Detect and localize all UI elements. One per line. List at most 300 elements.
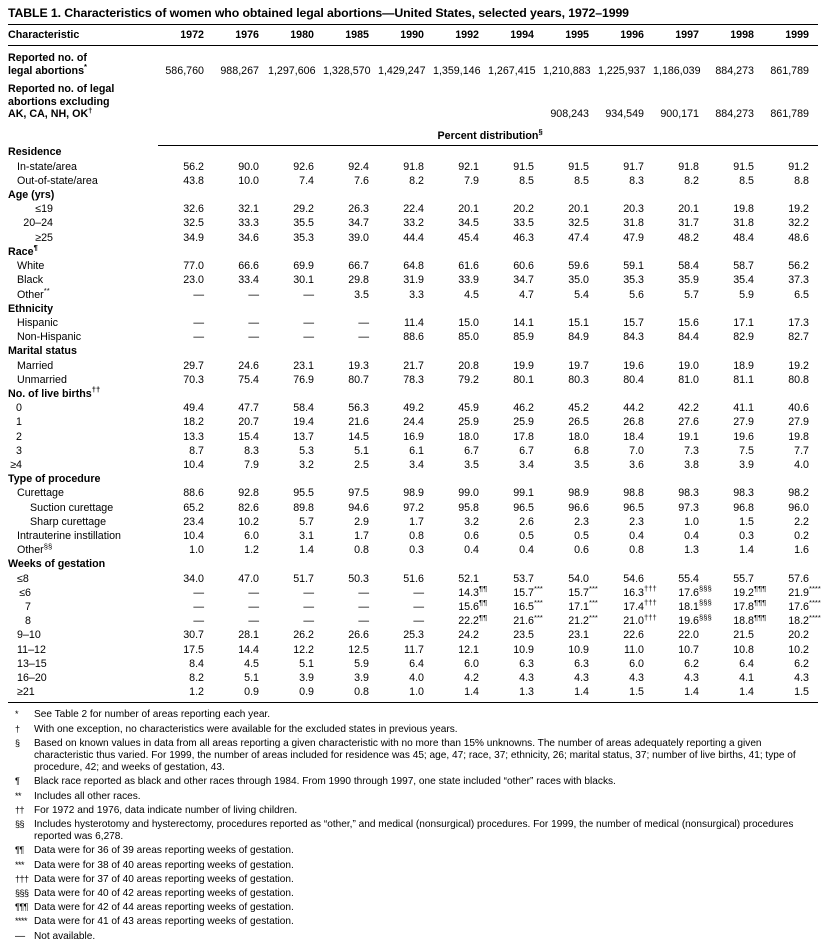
footnote — [8, 874, 818, 886]
cell: 32.5 — [568, 217, 589, 230]
cell: 19.1 — [678, 430, 699, 443]
cell: 15.1 — [568, 316, 589, 329]
cell: 25.9 — [458, 416, 479, 429]
cell — [268, 344, 323, 358]
cell — [433, 83, 488, 126]
data-row — [8, 671, 818, 685]
cell: 91.5 — [733, 160, 754, 173]
cell: 1.0 — [378, 685, 433, 703]
cell: 12.5 — [348, 643, 369, 656]
cell: 31.9 — [403, 274, 424, 287]
cell — [653, 344, 708, 358]
row-label: Race¶ — [8, 243, 38, 258]
cell: 22.0 — [678, 629, 699, 642]
data-row — [8, 572, 818, 586]
row-label: Other§§ — [17, 541, 53, 557]
cell — [213, 188, 268, 202]
footnote-marker: §§§ — [15, 888, 29, 899]
cell — [213, 344, 268, 358]
year-column-header: 1999 — [763, 25, 818, 46]
cell — [268, 188, 323, 202]
cell: 4.5 — [244, 657, 259, 670]
cell: 6.5 — [794, 288, 809, 301]
cell: 900,171 — [660, 108, 699, 121]
cell: 10.9 — [568, 643, 589, 656]
cell: 1,267,415 — [488, 64, 536, 77]
cell — [158, 83, 213, 126]
cell: 2.9 — [354, 515, 369, 528]
cell: 988,267 — [220, 64, 259, 77]
cell — [433, 344, 488, 358]
cell: 53.7 — [513, 572, 534, 585]
cell: 81.0 — [678, 373, 699, 386]
cell — [158, 344, 213, 358]
cell: 6.7 — [464, 444, 479, 457]
cell — [598, 472, 653, 486]
cell: 861,789 — [770, 108, 809, 121]
characteristic-column-header: Characteristic — [8, 25, 158, 46]
cell — [708, 302, 763, 316]
cell — [598, 557, 653, 571]
cell — [323, 387, 378, 401]
cell: 3.5 — [354, 288, 369, 301]
cell — [378, 83, 433, 126]
cell — [213, 302, 268, 316]
cell — [323, 472, 378, 486]
cell: 7.0 — [629, 444, 644, 457]
cell: 11.4 — [403, 316, 424, 329]
footnote — [8, 709, 818, 721]
cell — [158, 188, 213, 202]
data-row — [8, 273, 818, 287]
data-row — [8, 373, 818, 387]
cell: 19.0 — [678, 359, 699, 372]
cell — [213, 472, 268, 486]
cell — [598, 145, 653, 159]
cell: 1,359,146 — [433, 64, 481, 77]
cell: 4.3 — [629, 671, 644, 684]
cell: 6.3 — [519, 657, 534, 670]
cell — [708, 387, 763, 401]
cell: 0.9 — [213, 685, 268, 703]
cell: 31.8 — [733, 217, 754, 230]
cell — [323, 557, 378, 571]
cell: 85.0 — [458, 331, 479, 344]
cell: 0.8 — [409, 529, 424, 542]
data-row — [8, 543, 818, 557]
cell: 89.8 — [293, 501, 314, 514]
cell: 15.4 — [238, 430, 259, 443]
data-row — [8, 401, 818, 415]
cell: 20.1 — [568, 203, 589, 216]
footnote-text: Data were for 41 of 43 areas reporting weeks of gestation. — [34, 916, 294, 928]
data-row — [8, 486, 818, 500]
cell: 95.5 — [293, 487, 314, 500]
cell: 0.4 — [464, 544, 479, 557]
cell: 1.3 — [488, 685, 543, 703]
cell: 6.4 — [739, 657, 754, 670]
year-column-header: 1976 — [213, 25, 268, 46]
cell: 0.8 — [354, 544, 369, 557]
cell: 49.2 — [403, 402, 424, 415]
cell: 48.6 — [788, 231, 809, 244]
cell: 0.4 — [519, 544, 534, 557]
cell: 8.3 — [629, 174, 644, 187]
row-label: Marital status — [8, 345, 77, 358]
cell: 8.7 — [189, 444, 204, 457]
cell — [158, 245, 213, 259]
cell: 34.0 — [183, 572, 204, 585]
cell: 51.7 — [293, 572, 314, 585]
footnote-text: Black race reported as black and other races through 1984. From 1990 through 1997, one state included “other” races with blacks. — [34, 776, 616, 788]
cell: 22.6 — [623, 629, 644, 642]
cell: — — [303, 316, 314, 329]
data-row — [8, 657, 818, 671]
cell: 1.4 — [653, 685, 708, 703]
year-column-header: 1995 — [543, 25, 598, 46]
cell: 10.2 — [788, 643, 809, 656]
data-row — [8, 614, 818, 628]
cell: 1.5 — [763, 685, 818, 703]
cell — [158, 145, 213, 159]
cell — [763, 188, 818, 202]
cell — [543, 557, 598, 571]
cell — [598, 387, 653, 401]
cell — [543, 145, 598, 159]
cell — [763, 344, 818, 358]
row-label: 0 — [16, 402, 22, 415]
cell: 13.7 — [293, 430, 314, 443]
cell: 82.6 — [238, 501, 259, 514]
cell: 50.3 — [348, 572, 369, 585]
row-label: Weeks of gestation — [8, 558, 106, 571]
cell: 96.5 — [513, 501, 534, 514]
footnote — [8, 738, 818, 775]
cell — [653, 145, 708, 159]
cell: 3.1 — [299, 529, 314, 542]
cell: 12.2 — [293, 643, 314, 656]
cell: 35.9 — [678, 274, 699, 287]
cell: 0.3 — [409, 544, 424, 557]
cell: 58.4 — [293, 402, 314, 415]
cell: 21.0††† — [623, 612, 657, 628]
cell: 20.7 — [238, 416, 259, 429]
cell: 37.3 — [788, 274, 809, 287]
cell: 2.3 — [574, 515, 589, 528]
cell: 2.3 — [629, 515, 644, 528]
cell: 1.4 — [708, 685, 763, 703]
footnote-marker: ¶¶¶ — [15, 902, 29, 913]
cell: — — [358, 331, 369, 344]
cell: 1,186,039 — [653, 64, 701, 77]
cell: 8.5 — [739, 174, 754, 187]
cell: 22.2¶¶ — [458, 612, 488, 628]
cell — [268, 245, 323, 259]
cell: 98.3 — [733, 487, 754, 500]
data-row — [8, 600, 818, 614]
cell: 25.3 — [403, 629, 424, 642]
cell — [378, 387, 433, 401]
row-label: Curettage — [17, 487, 64, 500]
row-label: White — [17, 260, 45, 273]
cell: 40.6 — [788, 402, 809, 415]
data-row — [8, 231, 818, 245]
cell: 0.3 — [739, 529, 754, 542]
cell: 24.2 — [458, 629, 479, 642]
cell: — — [248, 600, 259, 613]
footnote — [8, 931, 818, 943]
cell: 17.8¶¶¶ — [733, 598, 767, 613]
cell: 96.8 — [733, 501, 754, 514]
footnote — [8, 888, 818, 900]
cell: 6.3 — [574, 657, 589, 670]
cell: 76.9 — [293, 373, 314, 386]
data-row — [8, 515, 818, 529]
cell: 19.2¶¶¶ — [733, 584, 767, 599]
cell: 0.5 — [574, 529, 589, 542]
cell: 84.3 — [623, 331, 644, 344]
cell: 80.4 — [623, 373, 644, 386]
cell: 0.6 — [464, 529, 479, 542]
cell — [653, 302, 708, 316]
cell: — — [193, 316, 204, 329]
row-label: Type of procedure — [8, 473, 101, 486]
cell: 19.8 — [733, 203, 754, 216]
cell: 92.1 — [458, 160, 479, 173]
cell: 48.2 — [678, 231, 699, 244]
cell: 51.6 — [403, 572, 424, 585]
cell: 17.3 — [788, 316, 809, 329]
cell — [213, 145, 268, 159]
cell: — — [193, 331, 204, 344]
cell — [488, 387, 543, 401]
cell — [158, 302, 213, 316]
cell — [763, 472, 818, 486]
cell: 20.3 — [623, 203, 644, 216]
cell: — — [193, 615, 204, 628]
cell: 15.0 — [458, 316, 479, 329]
cell: — — [248, 615, 259, 628]
cell: 80.1 — [513, 373, 534, 386]
footnote — [8, 819, 818, 843]
cell: 884,273 — [715, 108, 754, 121]
cell: 5.1 — [299, 657, 314, 670]
cell: 4.1 — [739, 671, 754, 684]
row-label: Intrauterine instillation — [17, 529, 121, 542]
cell: 35.0 — [568, 274, 589, 287]
cell: 34.7 — [513, 274, 534, 287]
footnote-marker: ††† — [15, 873, 29, 884]
cell: 45.4 — [458, 231, 479, 244]
header-row — [8, 25, 818, 46]
cell: 4.3 — [794, 671, 809, 684]
cell: 45.2 — [568, 402, 589, 415]
cell — [598, 188, 653, 202]
cell: 1.7 — [409, 515, 424, 528]
cell: 4.0 — [794, 458, 809, 471]
cell — [598, 302, 653, 316]
percent-distribution-row — [8, 126, 818, 146]
cell: — — [358, 600, 369, 613]
cell: 861,789 — [770, 64, 809, 77]
data-row — [8, 202, 818, 216]
cell: 32.1 — [238, 203, 259, 216]
cell: 17.1 — [733, 316, 754, 329]
cell: 19.8 — [788, 430, 809, 443]
cell: 98.9 — [568, 487, 589, 500]
row-label: Married — [17, 359, 54, 372]
row-label: 3 — [16, 444, 22, 457]
cell: 1.4 — [433, 685, 488, 703]
cell: 79.2 — [458, 373, 479, 386]
cell: 7.9 — [244, 458, 259, 471]
cell — [763, 557, 818, 571]
cell: 97.5 — [348, 487, 369, 500]
cell: 5.1 — [354, 444, 369, 457]
cell: 54.0 — [568, 572, 589, 585]
cell: 18.9 — [733, 359, 754, 372]
row-label: Hispanic — [17, 316, 58, 329]
cell: 19.4 — [293, 416, 314, 429]
cell: — — [193, 586, 204, 599]
cell: 6.0 — [464, 657, 479, 670]
data-row — [8, 216, 818, 230]
cell — [708, 188, 763, 202]
cell — [763, 245, 818, 259]
cell — [653, 245, 708, 259]
row-label: Non-Hispanic — [17, 331, 82, 344]
cell: 23.0 — [183, 274, 204, 287]
row-label: Suction curettage — [30, 501, 114, 514]
cell: 16.3††† — [623, 584, 657, 599]
footnote-marker: * — [15, 709, 19, 720]
cell: — — [358, 316, 369, 329]
cell — [708, 145, 763, 159]
cell: 98.3 — [678, 487, 699, 500]
cell: 24.4 — [403, 416, 424, 429]
cell: 21.6*** — [513, 612, 543, 628]
cell: 94.6 — [348, 501, 369, 514]
footnote-marker: ** — [15, 790, 22, 801]
footnote — [8, 902, 818, 914]
cell: 98.2 — [788, 487, 809, 500]
cell: 10.2 — [238, 515, 259, 528]
cell: 35.3 — [293, 231, 314, 244]
cell: 3.4 — [409, 458, 424, 471]
cell: 19.6§§§ — [678, 612, 712, 628]
cell: 17.6**** — [788, 598, 821, 613]
cell — [763, 145, 818, 159]
cell: 1.3 — [684, 544, 699, 557]
cell: 2.6 — [519, 515, 534, 528]
cell: 15.6¶¶ — [458, 598, 488, 613]
data-row — [8, 529, 818, 543]
cell: 6.2 — [684, 657, 699, 670]
row-label: ≥4 — [10, 458, 22, 471]
footnotes-section — [8, 709, 818, 942]
year-column-header: 1985 — [323, 25, 378, 46]
cell — [488, 145, 543, 159]
cell: 28.1 — [238, 629, 259, 642]
row-label: Black — [17, 274, 44, 287]
cell: 84.9 — [568, 331, 589, 344]
cell: 1.5 — [598, 685, 653, 703]
cell: 5.7 — [684, 288, 699, 301]
footnote-marker: ¶ — [15, 776, 20, 787]
category-row — [8, 387, 818, 401]
cell: 59.1 — [623, 260, 644, 273]
cell — [488, 472, 543, 486]
cell: 1,328,570 — [323, 64, 371, 77]
row-label: Reported no. of legal abortions* — [8, 52, 87, 77]
category-row — [8, 472, 818, 486]
cell — [543, 387, 598, 401]
row-label: 11–12 — [17, 643, 46, 656]
cell: 97.3 — [678, 501, 699, 514]
cell: 19.6 — [623, 359, 644, 372]
cell: 0.4 — [629, 529, 644, 542]
year-column-header: 1992 — [433, 25, 488, 46]
cell: 32.5 — [183, 217, 204, 230]
cell: 90.0 — [238, 160, 259, 173]
cell: 91.2 — [788, 160, 809, 173]
cell — [433, 145, 488, 159]
cell — [708, 245, 763, 259]
cell: 20.2 — [513, 203, 534, 216]
cell: 3.2 — [299, 458, 314, 471]
cell: 35.4 — [733, 274, 754, 287]
footnote-marker: **** — [15, 916, 28, 927]
cell: 31.7 — [678, 217, 699, 230]
footnote-text: See Table 2 for number of areas reporting each year. — [34, 709, 271, 721]
cell: 21.7 — [403, 359, 424, 372]
cell: 586,760 — [165, 64, 204, 77]
cell: 91.7 — [623, 160, 644, 173]
cell: 10.4 — [183, 529, 204, 542]
cell — [268, 302, 323, 316]
cell — [598, 344, 653, 358]
cell: 26.5 — [568, 416, 589, 429]
cell — [158, 472, 213, 486]
cell: 23.5 — [513, 629, 534, 642]
footnote-text: For 1972 and 1976, data indicate number of living children. — [34, 804, 298, 816]
cell: 5.7 — [299, 515, 314, 528]
cell: 25.9 — [513, 416, 534, 429]
cell: 99.1 — [513, 487, 534, 500]
cell: 18.4 — [623, 430, 644, 443]
row-label: ≤6 — [19, 586, 31, 599]
cell — [323, 302, 378, 316]
cell: 3.8 — [684, 458, 699, 471]
cell: 5.4 — [574, 288, 589, 301]
cell: 0.8 — [629, 544, 644, 557]
cell: 32.6 — [183, 203, 204, 216]
cell: 21.6 — [348, 416, 369, 429]
cell: 17.4††† — [623, 598, 657, 613]
count-row — [8, 83, 818, 126]
cell — [268, 557, 323, 571]
cell: 19.3 — [348, 359, 369, 372]
cell: — — [303, 615, 314, 628]
footnote-marker: § — [15, 737, 20, 748]
cell — [378, 245, 433, 259]
cell: 4.2 — [464, 671, 479, 684]
cell: 54.6 — [623, 572, 644, 585]
cell: 22.4 — [403, 203, 424, 216]
cell — [378, 472, 433, 486]
cell: 82.7 — [788, 331, 809, 344]
cell: 56.3 — [348, 402, 369, 415]
